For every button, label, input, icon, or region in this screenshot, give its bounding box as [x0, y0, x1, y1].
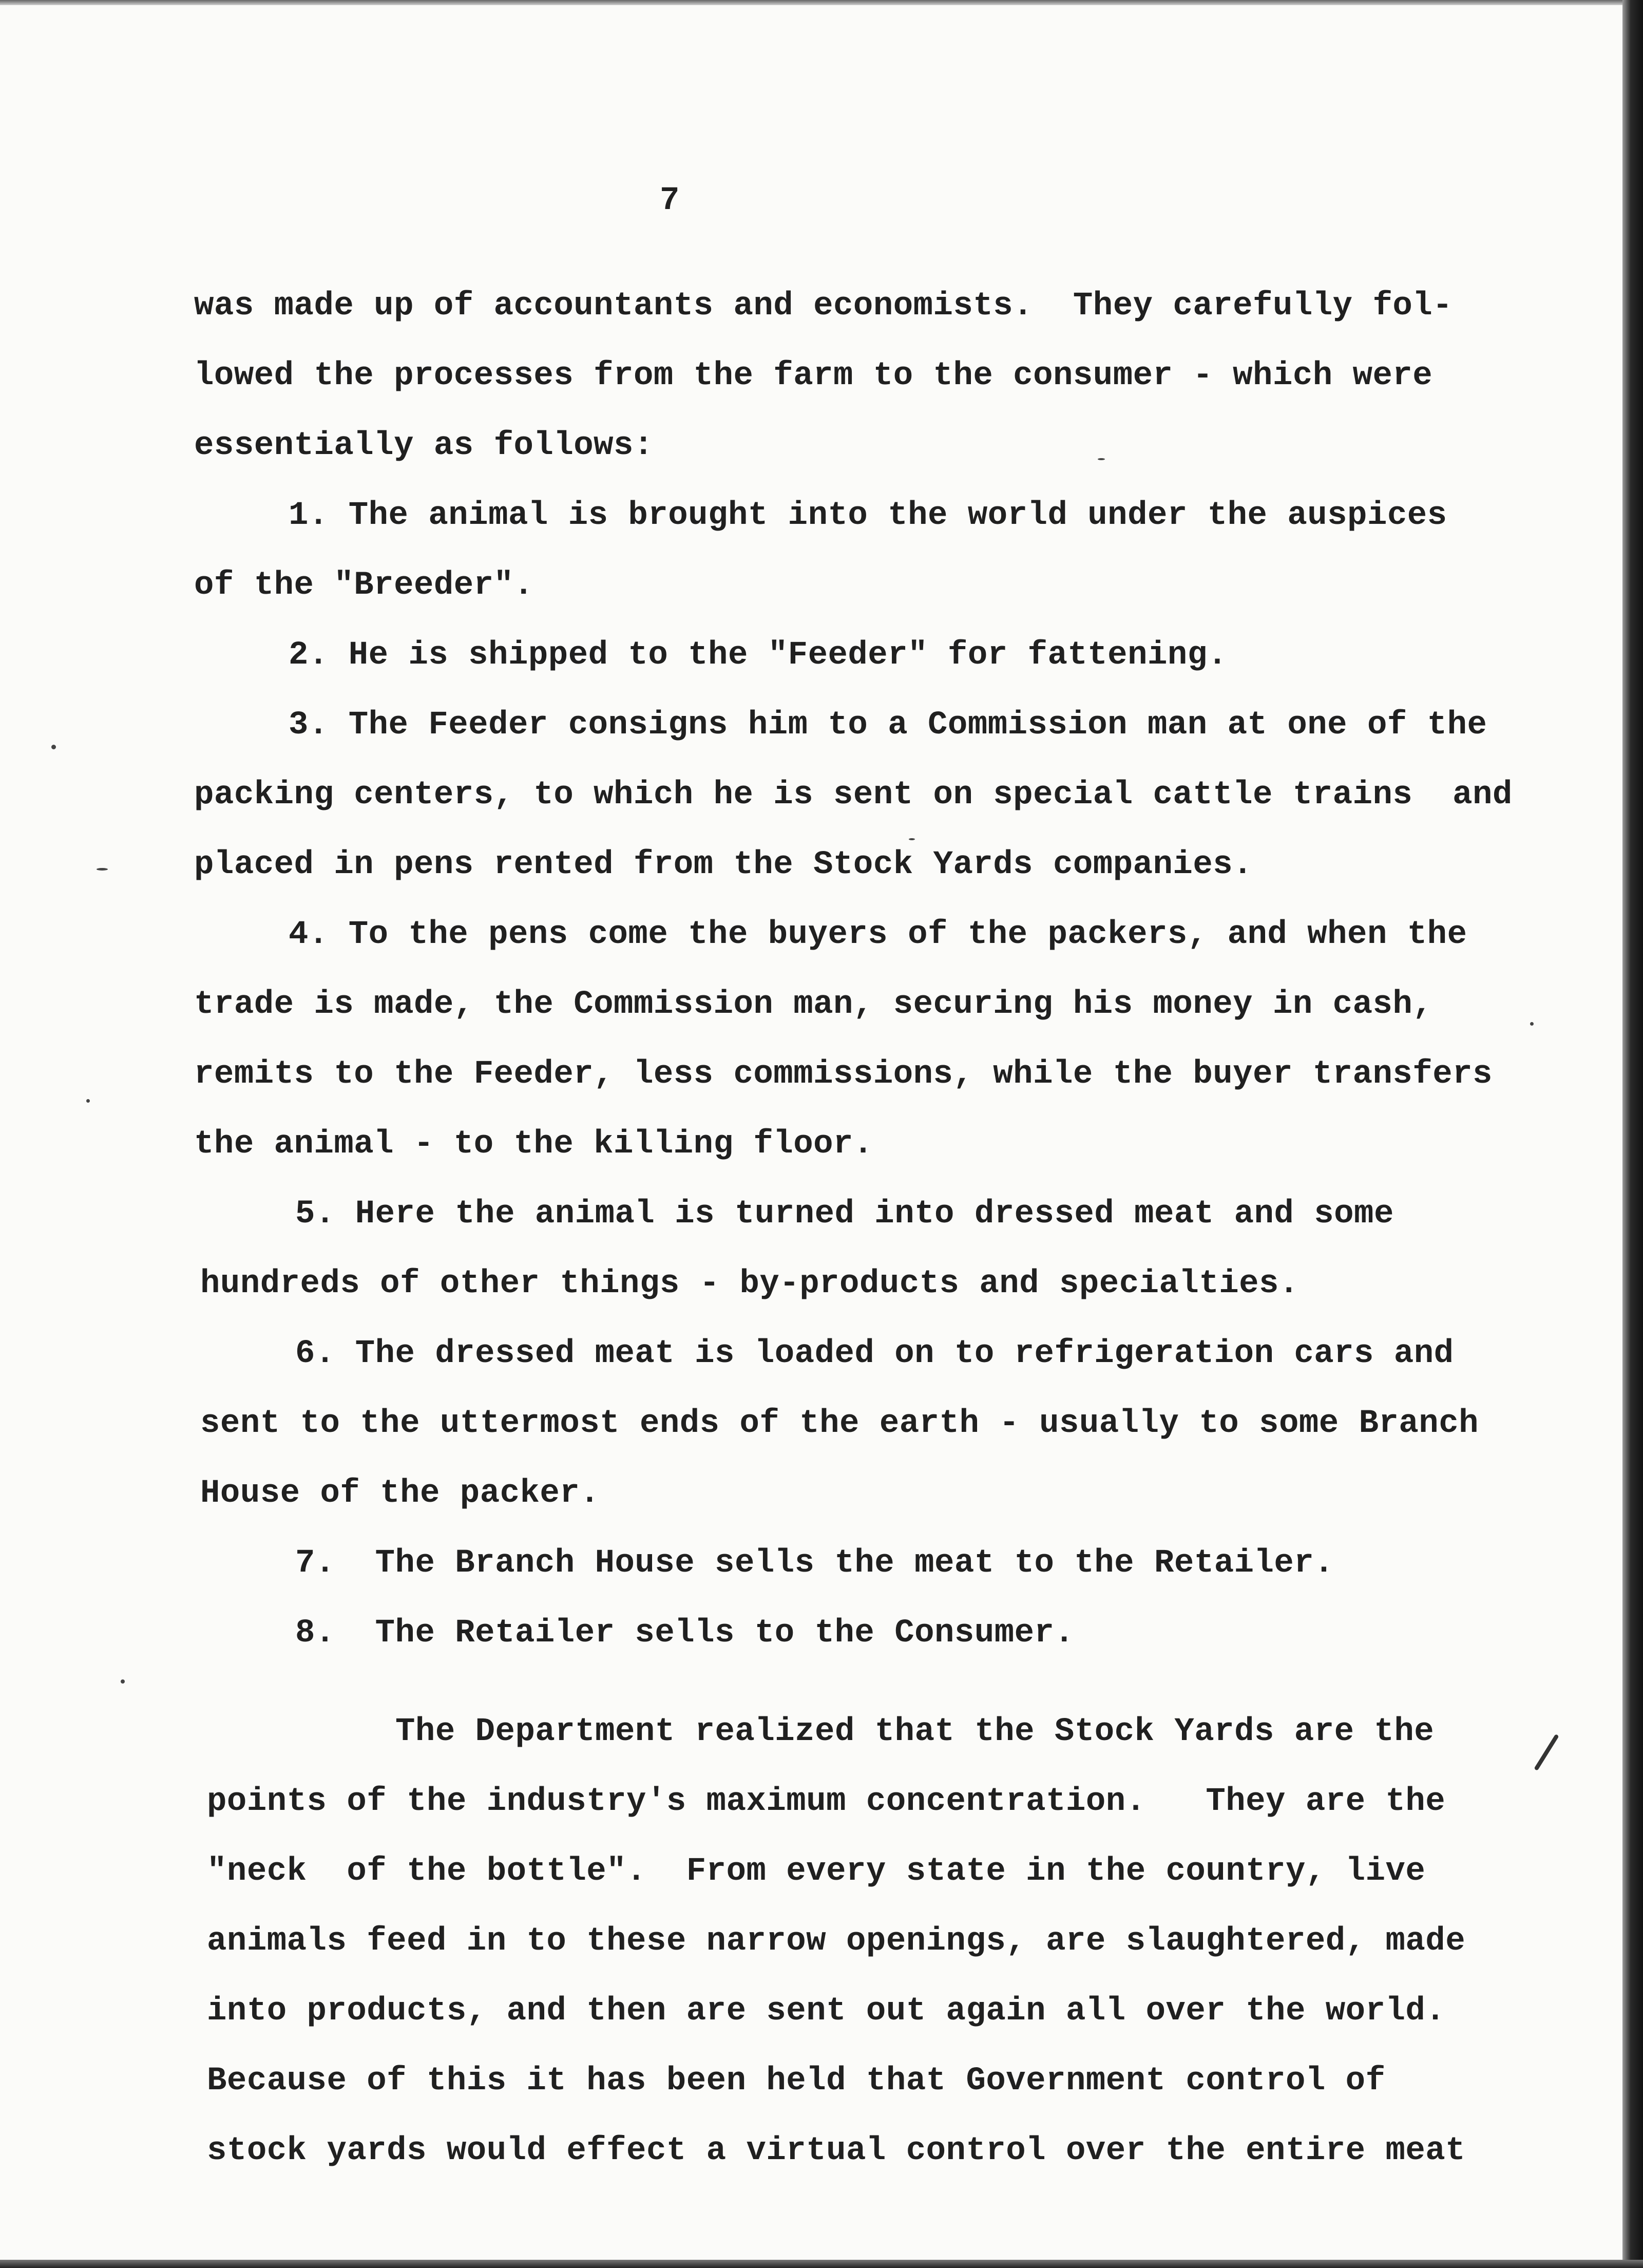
scan-speck	[909, 838, 915, 840]
text-line: hundreds of other things - by-products and specialties.	[200, 1265, 1299, 1302]
scan-speck	[1530, 1022, 1534, 1026]
text-line: trade is made, the Commission man, securing his money in cash,	[194, 986, 1433, 1023]
text-line: points of the industry's maximum concentration. They are the	[207, 1783, 1446, 1820]
text-line: was made up of accountants and economists. They carefully fol-	[194, 288, 1453, 325]
text-line: House of the packer.	[200, 1475, 600, 1512]
scan-speck	[86, 1099, 90, 1103]
list-item-line: 5. Here the animal is turned into dressed meat and some	[295, 1196, 1394, 1233]
list-item-line: 8. The Retailer sells to the Consumer.	[295, 1615, 1075, 1652]
scan-speck	[51, 745, 56, 749]
scan-bottom-edge	[0, 2260, 1643, 2268]
page-number: 7	[660, 182, 680, 219]
text-line: into products, and then are sent out again all over the world.	[207, 1993, 1446, 2030]
list-item-line: 3. The Feeder consigns him to a Commission man at one of the	[289, 707, 1487, 744]
scan-top-edge	[0, 0, 1622, 5]
pen-mark	[1534, 1734, 1559, 1771]
text-line: lowed the processes from the farm to the consumer - which were	[194, 357, 1433, 394]
text-line: animals feed in to these narrow openings, are slaughtered, made	[207, 1923, 1466, 1960]
scan-speck	[1098, 458, 1105, 460]
text-line: sent to the uttermost ends of the earth - usually to some Branch	[200, 1405, 1479, 1442]
list-item-line: 2. He is shipped to the "Feeder" for fattening.	[289, 637, 1228, 674]
list-item-line: 7. The Branch House sells the meat to the Retailer.	[295, 1545, 1334, 1582]
paragraph-start-line: The Department realized that the Stock Yards are the	[395, 1713, 1435, 1750]
text-line: of the "Breeder".	[194, 567, 534, 604]
text-line: remits to the Feeder, less commissions, while the buyer transfers	[194, 1056, 1493, 1093]
list-item-line: 6. The dressed meat is loaded on to refrigeration cars and	[295, 1335, 1454, 1372]
text-line: essentially as follows:	[194, 427, 654, 464]
text-line: "neck of the bottle". From every state in the country, live	[207, 1853, 1426, 1890]
scan-right-edge	[1622, 0, 1643, 2268]
list-item-line: 1. The animal is brought into the world under the auspices	[289, 497, 1447, 534]
text-line: stock yards would effect a virtual control over the entire meat	[207, 2132, 1466, 2169]
text-line: Because of this it has been held that Government control of	[207, 2063, 1386, 2100]
scan-speck	[121, 1679, 125, 1684]
text-line: the animal - to the killing floor.	[194, 1126, 873, 1163]
scan-speck	[97, 868, 108, 871]
text-line: packing centers, to which he is sent on special cattle trains and	[194, 777, 1513, 814]
text-line: placed in pens rented from the Stock Yards companies.	[194, 846, 1253, 883]
list-item-line: 4. To the pens come the buyers of the packers, and when the	[289, 916, 1467, 953]
